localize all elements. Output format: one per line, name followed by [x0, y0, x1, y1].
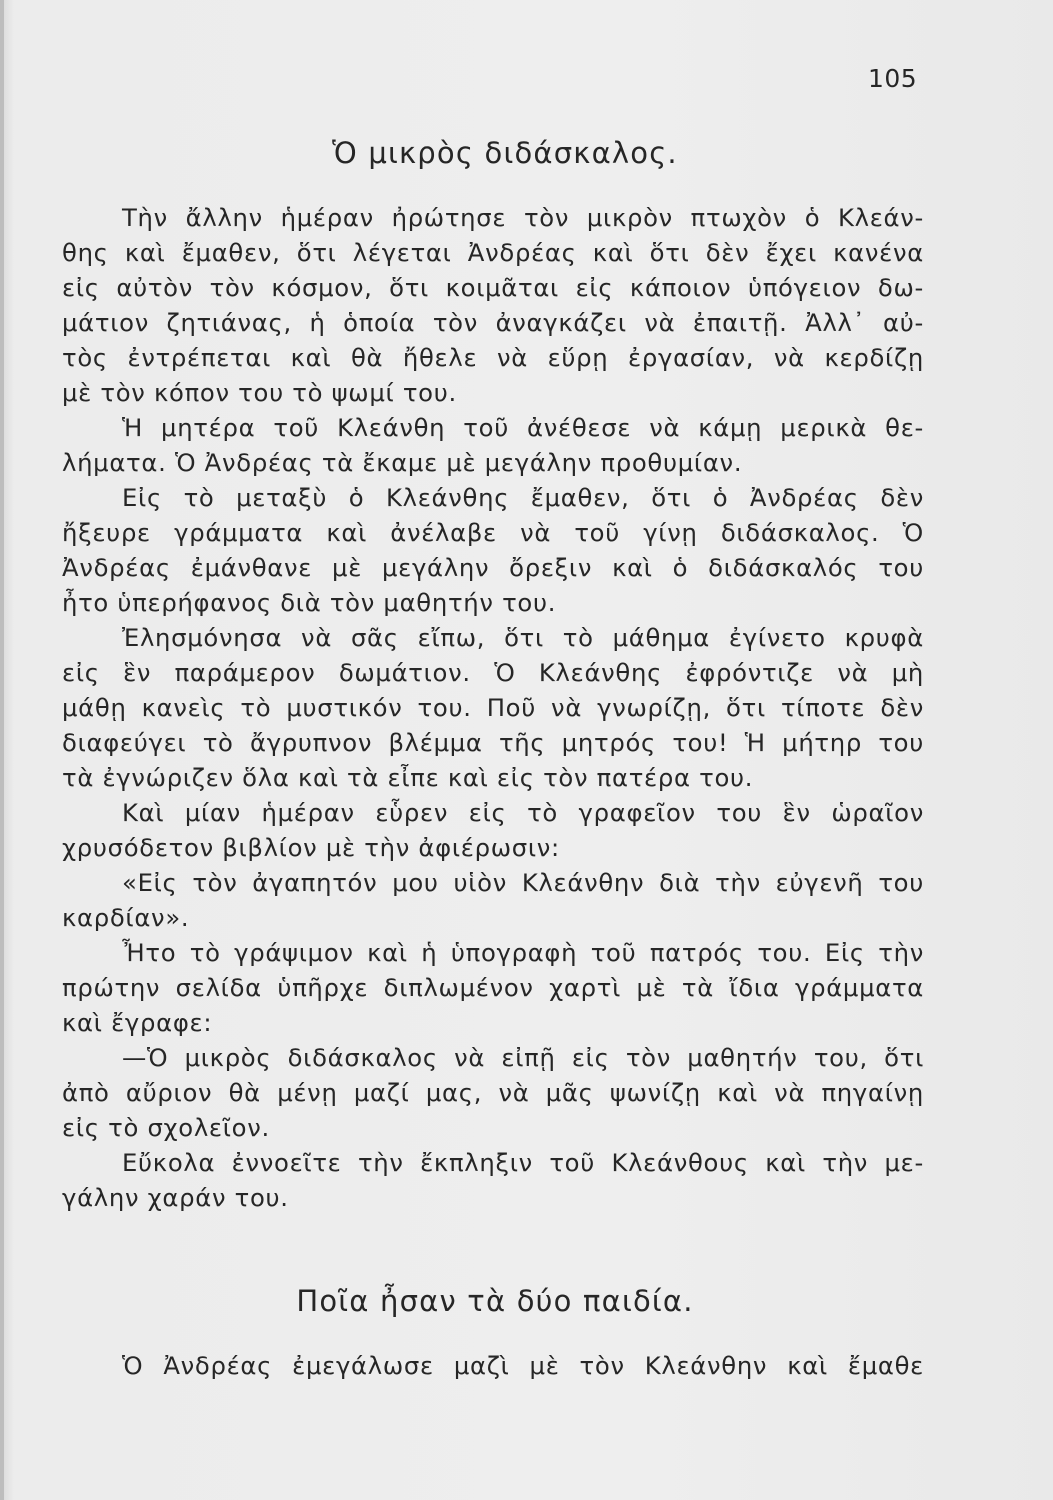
page-number: 105	[868, 64, 918, 93]
text-line: θης καὶ ἔμαθεν, ὅτι λέγεται Ἀνδρέας καὶ ὅτι δὲν ἔχει κανένα	[62, 238, 924, 267]
text-line: Τὴν ἄλλην ἡμέραν ἠρώτησε τὸν μικρὸν πτωχὸν ὁ Κλεάν-	[122, 203, 924, 232]
section-title-little-teacher: Ὁ μικρὸς διδάσκαλος.	[332, 136, 678, 170]
text-line: Ἐλησμόνησα νὰ σᾶς εἴπω, ὅτι τὸ μάθημα ἐγίνετο κρυφὰ	[122, 623, 924, 652]
text-line: γάλην χαράν του.	[62, 1183, 289, 1212]
text-line: Ἦτο τὸ γράψιμον καὶ ἡ ὑπογραφὴ τοῦ πατρός του. Εἰς τὴν	[122, 938, 924, 967]
text-line: Ἡ μητέρα τοῦ Κλεάνθη τοῦ ἀνέθεσε νὰ κάμῃ μερικὰ θε-	[122, 413, 924, 442]
section-title-two-children: Ποῖα ἦσαν τὰ δύο παιδία.	[296, 1284, 694, 1318]
text-line: λήματα. Ὁ Ἀνδρέας τὰ ἔκαμε μὲ μεγάλην προθυμίαν.	[62, 448, 743, 477]
text-line: καρδίαν».	[62, 903, 190, 932]
page-edge	[0, 0, 4, 1500]
text-line: ἤξευρε γράμματα καὶ ἀνέλαβε νὰ τοῦ γίνῃ διδάσκαλος. Ὁ	[62, 518, 924, 547]
text-line: Ἀνδρέας ἐμάνθανε μὲ μεγάλην ὄρεξιν καὶ ὁ διδάσκαλός του	[62, 553, 924, 582]
text-line: μάτιον ζητιάνας, ἡ ὁποία τὸν ἀναγκάζει νὰ ἐπαιτῇ. Ἀλλ᾽ αὐ-	[62, 308, 924, 337]
text-line: Καὶ μίαν ἡμέραν εὗρεν εἰς τὸ γραφεῖον του ἓν ὡραῖον	[122, 798, 924, 827]
text-line: Εὔκολα ἐννοεῖτε τὴν ἔκπληξιν τοῦ Κλεάνθους καὶ τὴν με-	[122, 1148, 924, 1177]
text-line: —Ὁ μικρὸς διδάσκαλος νὰ εἰπῇ εἰς τὸν μαθητήν του, ὅτι	[122, 1043, 924, 1072]
section-body-continued	[62, 1348, 924, 1383]
text-line: μὲ τὸν κόπον του τὸ ψωμί του.	[62, 378, 457, 407]
text-line: καὶ ἔγραφε:	[62, 1008, 213, 1037]
text-line: μάθῃ κανεὶς τὸ μυστικόν του. Ποῦ νὰ γνωρίζῃ, ὅτι τίποτε δὲν	[62, 693, 924, 722]
text-line: ἀπὸ αὔριον θὰ μένῃ μαζί μας, νὰ μᾶς ψωνίζῃ καὶ νὰ πηγαίνῃ	[62, 1078, 924, 1107]
text-line: τὸς ἐντρέπεται καὶ θὰ ἤθελε νὰ εὕρῃ ἐργασίαν, νὰ κερδίζῃ	[62, 343, 924, 372]
text-line: Εἰς τὸ μεταξὺ ὁ Κλεάνθης ἔμαθεν, ὅτι ὁ Ἀνδρέας δὲν	[122, 483, 924, 512]
text-line: χρυσόδετον βιβλίον μὲ τὴν ἀφιέρωσιν:	[62, 833, 560, 862]
text-line: εἰς αὐτὸν τὸν κόσμον, ὅτι κοιμᾶται εἰς κάποιον ὑπόγειον δω-	[62, 273, 924, 302]
text-line: διαφεύγει τὸ ἄγρυπνον βλέμμα τῆς μητρός του! Ἡ μήτηρ του	[62, 728, 924, 757]
section-body	[62, 200, 924, 1215]
text-line: πρώτην σελίδα ὑπῆρχε διπλωμένον χαρτὶ μὲ τὰ ἴδια γράμματα	[62, 973, 924, 1002]
text-line: Ὁ Ἀνδρέας ἐμεγάλωσε μαζὶ μὲ τὸν Κλεάνθην καὶ ἔμαθε	[122, 1351, 924, 1380]
text-line: εἰς ἓν παράμερον δωμάτιον. Ὁ Κλεάνθης ἐφρόντιζε νὰ μὴ	[62, 658, 924, 687]
text-line: «Εἰς τὸν ἀγαπητόν μου υἱὸν Κλεάνθην διὰ τὴν εὐγενῆ του	[122, 868, 924, 897]
text-line: εἰς τὸ σχολεῖον.	[62, 1113, 270, 1142]
text-line: ἦτο ὑπερήφανος διὰ τὸν μαθητήν του.	[62, 588, 557, 617]
text-line: τὰ ἐγνώριζεν ὅλα καὶ τὰ εἶπε καὶ εἰς τὸν πατέρα του.	[62, 763, 754, 792]
